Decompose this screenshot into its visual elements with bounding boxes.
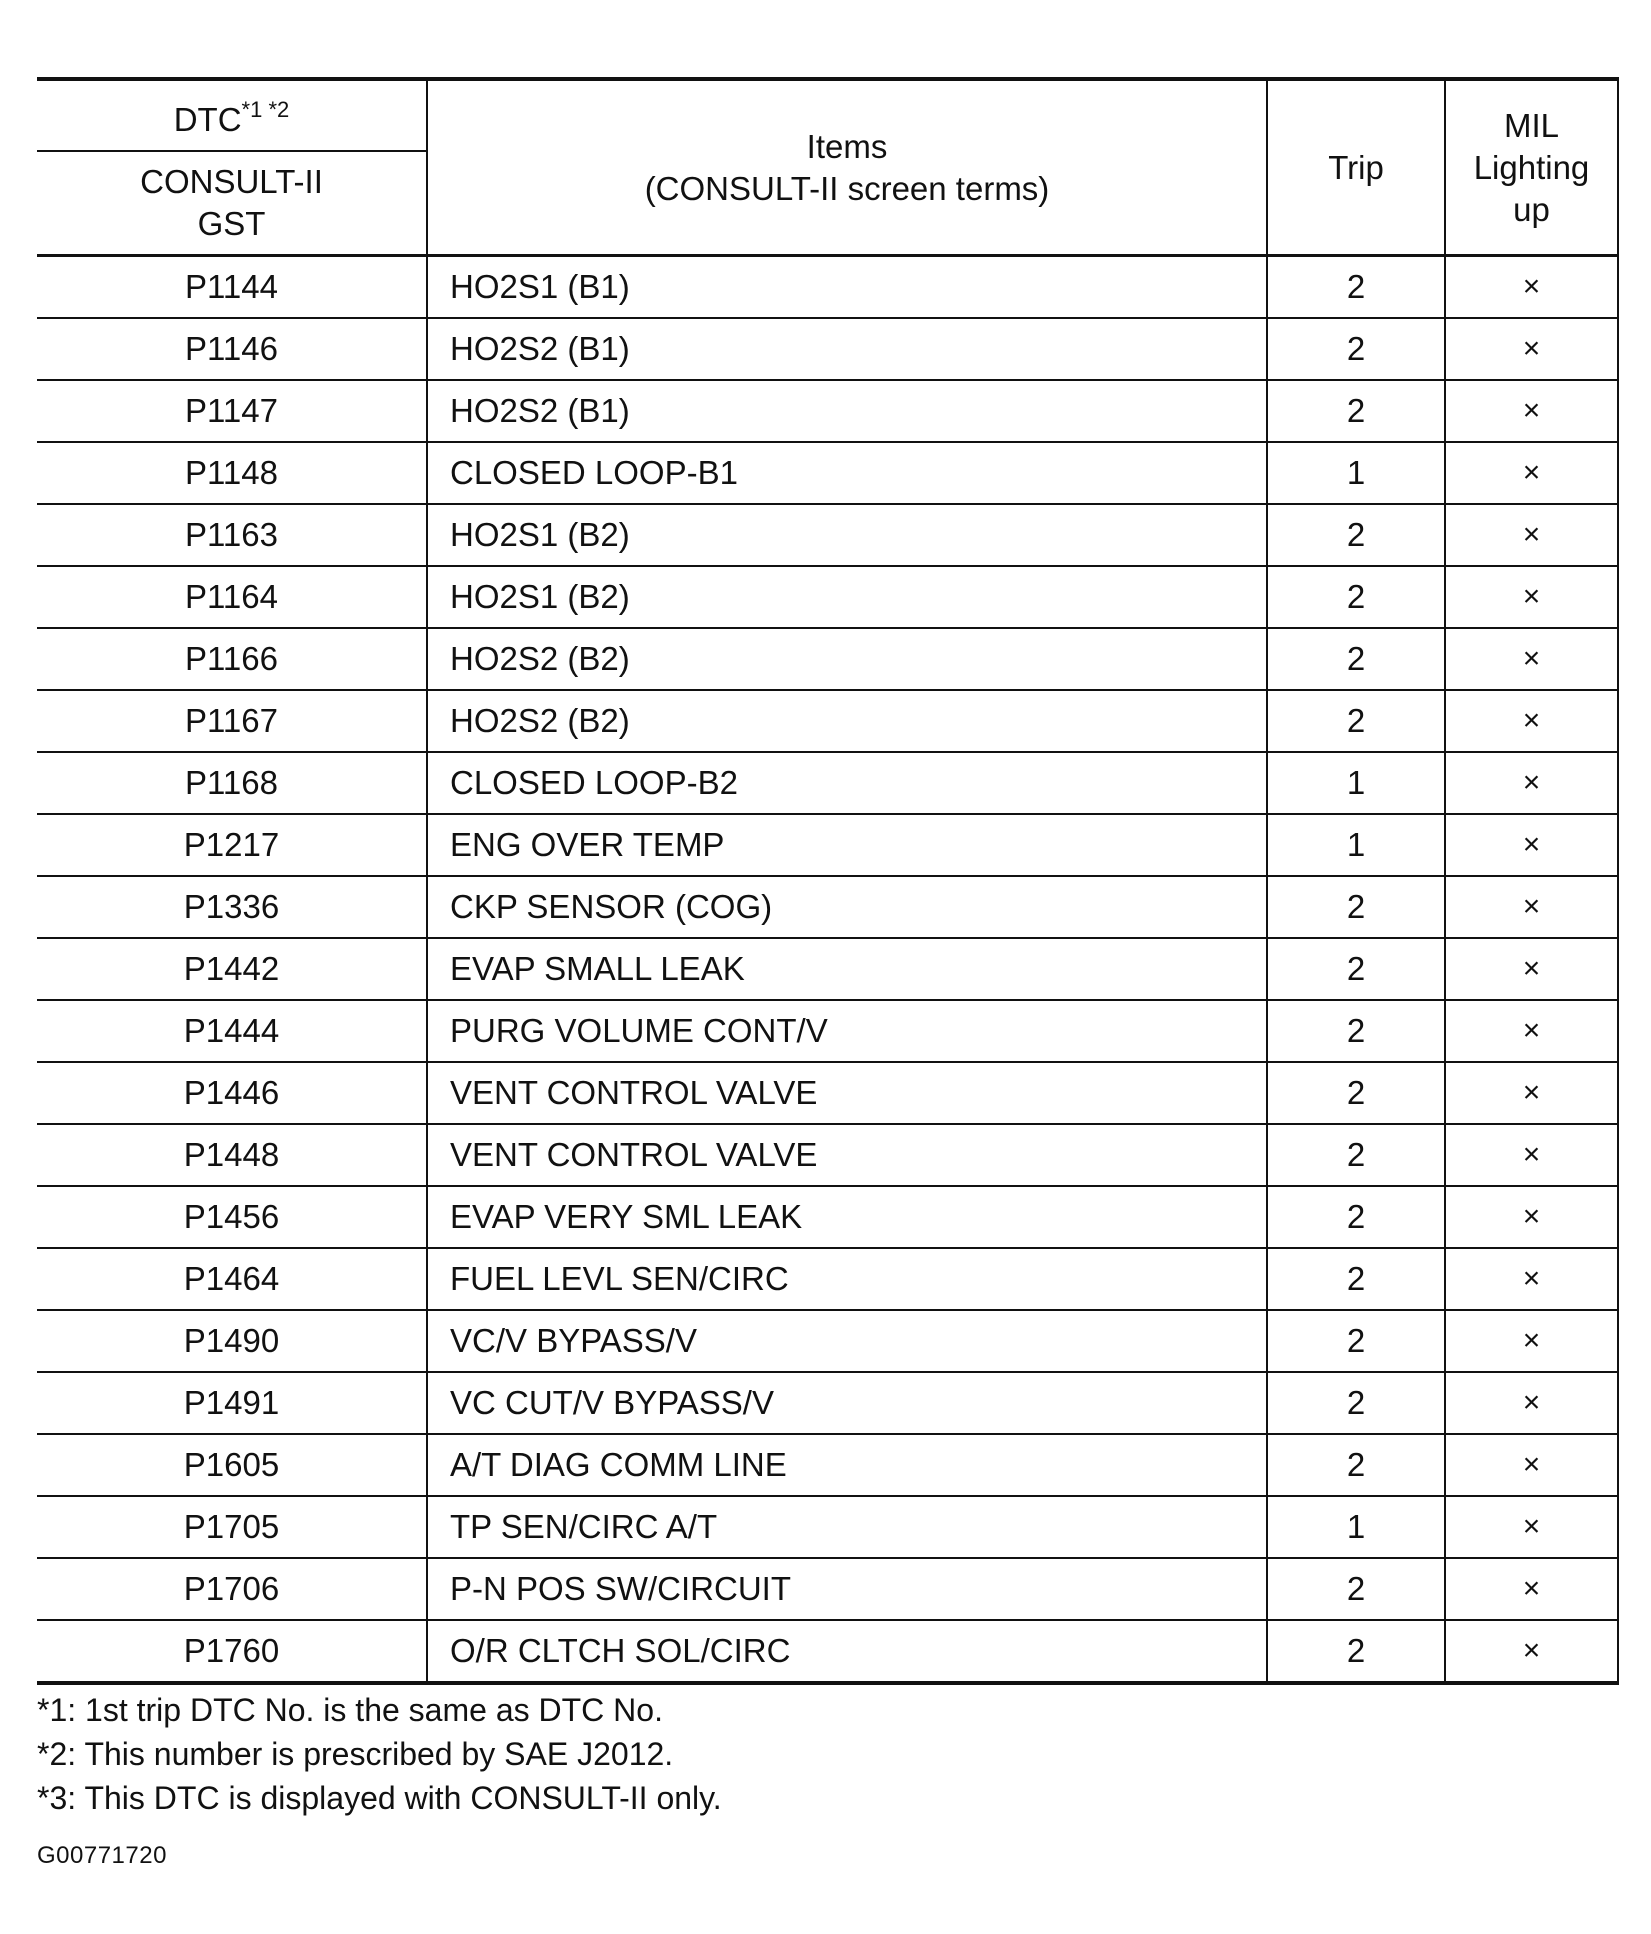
header-consult-gst	[37, 151, 427, 256]
dtc-code-cell: P1166	[37, 628, 427, 690]
dtc-code-cell: P1217	[37, 814, 427, 876]
dtc-table	[37, 77, 1619, 1685]
mil-cell: ×	[1445, 628, 1618, 690]
mil-cell: ×	[1445, 318, 1618, 380]
item-name-cell: ENG OVER TEMP	[427, 814, 1267, 876]
mil-cell: ×	[1445, 690, 1618, 752]
header-mil-line3: up	[1513, 190, 1550, 228]
table-row	[37, 1248, 1618, 1310]
dtc-code-cell: P1490	[37, 1310, 427, 1372]
mil-cell: ×	[1445, 752, 1618, 814]
table-row	[37, 628, 1618, 690]
mil-cell: ×	[1445, 1186, 1618, 1248]
dtc-code-cell: P1147	[37, 380, 427, 442]
trip-cell: 2	[1267, 938, 1445, 1000]
trip-cell: 2	[1267, 1310, 1445, 1372]
table-row	[37, 566, 1618, 628]
mil-cell: ×	[1445, 938, 1618, 1000]
trip-cell: 2	[1267, 566, 1445, 628]
header-mil	[1445, 79, 1618, 256]
figure-id: G00771720	[37, 1842, 167, 1869]
trip-cell: 2	[1267, 876, 1445, 938]
header-dtc-label: DTC	[173, 100, 242, 138]
mil-cell: ×	[1445, 1000, 1618, 1062]
dtc-code-cell: P1456	[37, 1186, 427, 1248]
mil-cell: ×	[1445, 1124, 1618, 1186]
trip-cell: 2	[1267, 1434, 1445, 1496]
trip-cell: 1	[1267, 814, 1445, 876]
table-row	[37, 1186, 1618, 1248]
dtc-code-cell: P1167	[37, 690, 427, 752]
trip-cell: 2	[1267, 628, 1445, 690]
footnote-3: *3: This DTC is displayed with CONSULT-II only.	[37, 1780, 722, 1816]
mil-cell: ×	[1445, 442, 1618, 504]
item-name-cell: FUEL LEVL SEN/CIRC	[427, 1248, 1267, 1310]
table-body	[37, 256, 1618, 1684]
trip-cell: 1	[1267, 752, 1445, 814]
trip-cell: 2	[1267, 1000, 1445, 1062]
table-row	[37, 442, 1618, 504]
header-mil-line1: MIL	[1503, 106, 1559, 144]
dtc-code-cell: P1448	[37, 1124, 427, 1186]
mil-cell: ×	[1445, 504, 1618, 566]
trip-cell: 1	[1267, 442, 1445, 504]
dtc-code-cell: P1605	[37, 1434, 427, 1496]
mil-cell: ×	[1445, 876, 1618, 938]
header-dtc	[37, 79, 427, 151]
item-name-cell: HO2S1 (B2)	[427, 504, 1267, 566]
dtc-code-cell: P1168	[37, 752, 427, 814]
table-row	[37, 256, 1618, 319]
dtc-code-cell: P1446	[37, 1062, 427, 1124]
footnote-2: *2: This number is prescribed by SAE J2012.	[37, 1736, 674, 1772]
mil-cell: ×	[1445, 814, 1618, 876]
trip-cell: 2	[1267, 1248, 1445, 1310]
table-row	[37, 1434, 1618, 1496]
trip-cell: 1	[1267, 1496, 1445, 1558]
item-name-cell: HO2S2 (B2)	[427, 628, 1267, 690]
trip-cell: 2	[1267, 256, 1445, 319]
trip-cell: 2	[1267, 1372, 1445, 1434]
dtc-code-cell: P1336	[37, 876, 427, 938]
mil-cell: ×	[1445, 1372, 1618, 1434]
table-row	[37, 318, 1618, 380]
item-name-cell: VC CUT/V BYPASS/V	[427, 1372, 1267, 1434]
table-row	[37, 1000, 1618, 1062]
table-header	[37, 79, 1618, 256]
table-row	[37, 1372, 1618, 1434]
item-name-cell: TP SEN/CIRC A/T	[427, 1496, 1267, 1558]
mil-cell: ×	[1445, 1434, 1618, 1496]
header-items	[427, 79, 1267, 256]
header-items-line1: Items	[806, 127, 888, 165]
trip-cell: 2	[1267, 504, 1445, 566]
trip-cell: 2	[1267, 1124, 1445, 1186]
table-row	[37, 1310, 1618, 1372]
mil-cell: ×	[1445, 1310, 1618, 1372]
table-row	[37, 1062, 1618, 1124]
mil-cell: ×	[1445, 256, 1618, 319]
dtc-code-cell: P1444	[37, 1000, 427, 1062]
trip-cell: 2	[1267, 1620, 1445, 1683]
dtc-code-cell: P1144	[185, 268, 278, 305]
dtc-code-cell: P1491	[37, 1372, 427, 1434]
trip-cell: 2	[1267, 1558, 1445, 1620]
table-row	[37, 1124, 1618, 1186]
trip-cell: 2	[1267, 318, 1445, 380]
mil-cell: ×	[1445, 380, 1618, 442]
item-name-cell: VC/V BYPASS/V	[427, 1310, 1267, 1372]
mil-cell: ×	[1445, 1558, 1618, 1620]
item-name-cell: EVAP SMALL LEAK	[427, 938, 1267, 1000]
dtc-code-cell: P1760	[37, 1620, 427, 1683]
table-row	[37, 752, 1618, 814]
trip-cell: 2	[1267, 690, 1445, 752]
table-row	[37, 938, 1618, 1000]
header-items-line2: (CONSULT-II screen terms)	[644, 169, 1050, 207]
item-name-cell: HO2S2 (B1)	[427, 318, 1267, 380]
item-name-cell: VENT CONTROL VALVE	[427, 1124, 1267, 1186]
trip-cell: 2	[1267, 1186, 1445, 1248]
trip-cell: 2	[1267, 1062, 1445, 1124]
header-consult-line1: CONSULT-II	[140, 163, 323, 200]
item-name-cell: CLOSED LOOP-B1	[427, 442, 1267, 504]
dtc-code-cell: P1146	[37, 318, 427, 380]
item-name-cell: O/R CLTCH SOL/CIRC	[427, 1620, 1267, 1683]
table-row	[37, 1558, 1618, 1620]
table-row	[37, 380, 1618, 442]
item-name-cell: EVAP VERY SML LEAK	[427, 1186, 1267, 1248]
trip-cell: 2	[1267, 380, 1445, 442]
item-name-cell: P-N POS SW/CIRCUIT	[427, 1558, 1267, 1620]
header-mil-line2: Lighting	[1473, 148, 1590, 186]
table-row	[37, 504, 1618, 566]
item-name-cell: A/T DIAG COMM LINE	[427, 1434, 1267, 1496]
dtc-code-cell: P1148	[37, 442, 427, 504]
dtc-code-cell: P1706	[37, 1558, 427, 1620]
mil-cell: ×	[1445, 1496, 1618, 1558]
item-name-cell: CKP SENSOR (COG)	[427, 876, 1267, 938]
mil-cell: ×	[1445, 1062, 1618, 1124]
item-name-cell: HO2S2 (B2)	[427, 690, 1267, 752]
dtc-code-cell: P1705	[37, 1496, 427, 1558]
header-trip: Trip	[1267, 79, 1445, 256]
mil-cell: ×	[1445, 1620, 1618, 1683]
item-name-cell: CLOSED LOOP-B2	[427, 752, 1267, 814]
dtc-code-cell: P1163	[37, 504, 427, 566]
mil-cell: ×	[1445, 1248, 1618, 1310]
item-name-cell: HO2S2 (B1)	[427, 380, 1267, 442]
dtc-code-cell: P1442	[37, 938, 427, 1000]
table-row	[37, 690, 1618, 752]
item-name-cell: HO2S1 (B1)	[427, 256, 1267, 319]
table-row	[37, 1620, 1618, 1683]
item-name-cell: HO2S1 (B2)	[427, 566, 1267, 628]
footnotes	[37, 1688, 1537, 1820]
table-row	[37, 814, 1618, 876]
dtc-code-cell: P1464	[37, 1248, 427, 1310]
item-name-cell: PURG VOLUME CONT/V	[427, 1000, 1267, 1062]
dtc-code-cell: P1164	[37, 566, 427, 628]
item-name-cell: VENT CONTROL VALVE	[427, 1062, 1267, 1124]
table-row	[37, 1496, 1618, 1558]
footnote-1: *1: 1st trip DTC No. is the same as DTC No.	[37, 1692, 663, 1728]
header-dtc-superscript: *1 *2	[241, 96, 290, 122]
header-consult-line2: GST	[197, 205, 266, 242]
table-row	[37, 876, 1618, 938]
mil-cell: ×	[1445, 566, 1618, 628]
